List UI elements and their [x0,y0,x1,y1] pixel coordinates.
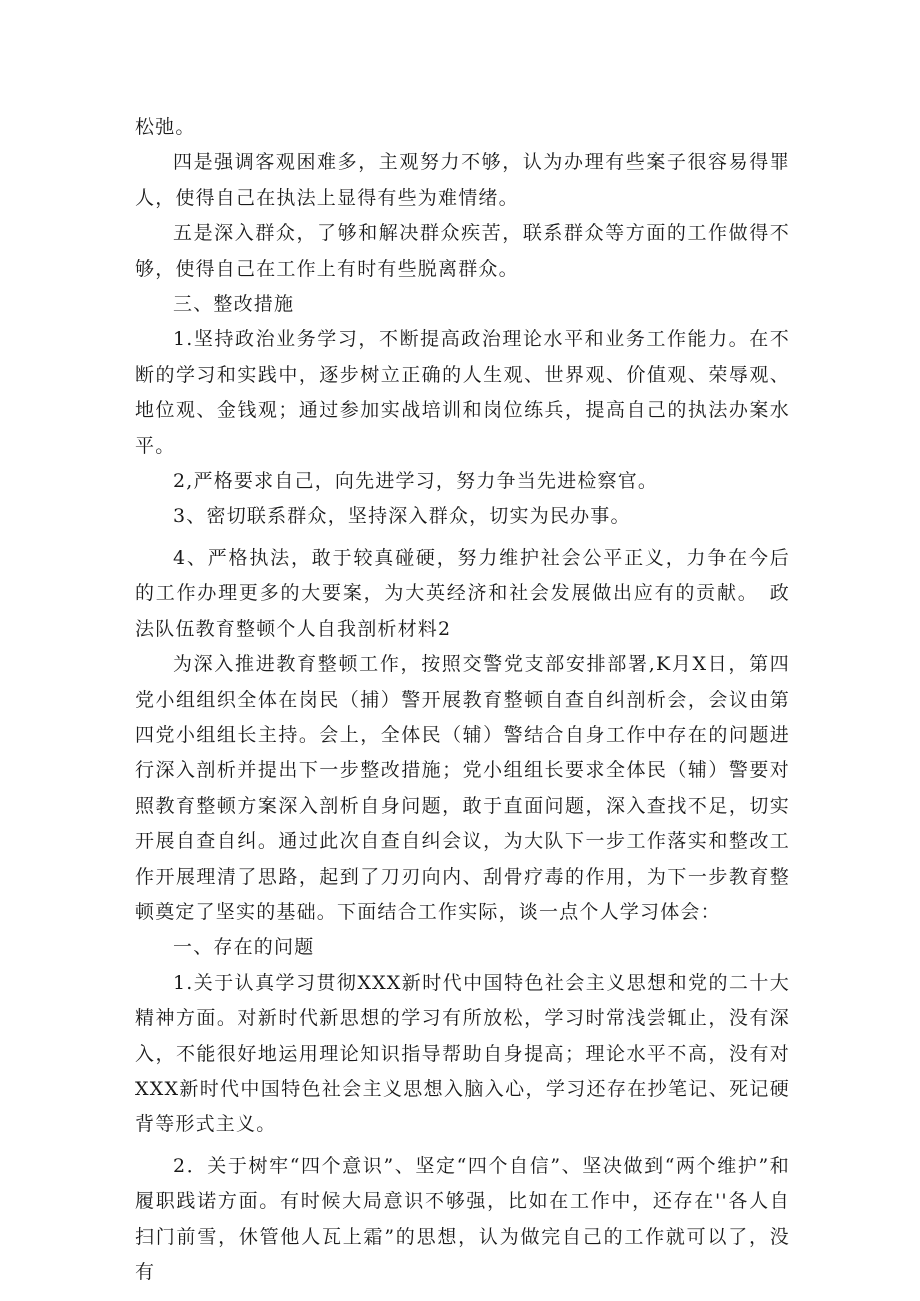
paragraph-measure-1: 1.坚持政治业务学习，不断提高政治理论水平和业务工作能力。在不断的学习和实践中，逐步树立正确的人生观、世界观、价值观、荣辱观、地位观、金钱观；通过参加实战培训和岗位练兵，提高自己的执法办案水平。 [135,328,790,457]
paragraph-problem-study: 1.关于认真学习贯彻XXX新时代中国特色社会主义思想和党的二十大精神方面。对新时代新思想的学习有所放松，学习时常浅尝辄止，没有深入，不能很好地运用理论知识指导帮助自身提高；理论水平不高，没有对XXX新时代中国特色社会主义思想入脑入心，学习还存在抄笔记、死记硬背等形式主义。 [135,971,790,1136]
paragraph-measure-2: 2,严格要求自己，向先进学习，努力争当先进检察官。 [173,470,659,493]
paragraph-continuation: 松弛。 [135,116,196,138]
paragraph-problem-4: 四是强调客观困难多，主观努力不够，认为办理有些案子很容易得罪人，使得自己在执法上显得有些为难情绪。 [135,151,790,209]
paragraph-measure-4: 4、严格执法，敢于较真碰硬，努力维护社会公平正义，力争在今后的工作办理更多的大要案，为大英经济和社会发展做出应有的贡献。 政法队伍教育整顿个人自我剖析材料2 [135,546,790,640]
paragraph-problem-5: 五是深入群众，了够和解决群众疾苦，联系群众等方面的工作做得不够，使得自己在工作上有时有些脱离群众。 [135,222,790,280]
document-body [135,110,790,1290]
paragraph-intro-material-2: 为深入推进教育整顿工作，按照交警党支部安排部署,K月X日，第四党小组组织全体在岗民（捕）警开展教育整顿自查自纠剖析会，会议由第四党小组组长主持。会上，全体民（辅）警结合自身工作中存在的问题进行深入剖析并提出下一步整改措施；党小组组长要求全体民（辅）警要对照教育整顿方案深入剖析自身问题，敢于直面问题，深入查找不足，切实开展自查自纠。通过此次自查自纠会议，为大队下一步工作落实和整改工作开展理清了思路，起到了刀刃向内、刮骨疗毒的作用，为下一步教育整顿奠定了坚实的基础。下面结合工作实际，谈一点个人学习体会： [135,653,790,923]
section-heading-problems: 一、存在的问题 [173,936,315,959]
section-heading-rectification: 三、整改措施 [173,293,295,316]
paragraph-measure-3: 3、密切联系群众，坚持深入群众，切实为民办事。 [173,505,631,528]
paragraph-problem-awareness: 2．关于树牢“四个意识”、坚定“四个自信”、坚决做到“两个维护”和履职践诺方面。有时候大局意识不够强，比如在工作中，还存在''各人自扫门前雪，休管他人瓦上霜”的思想，认为做完自己的工作就可以了，没有 [135,1154,790,1283]
